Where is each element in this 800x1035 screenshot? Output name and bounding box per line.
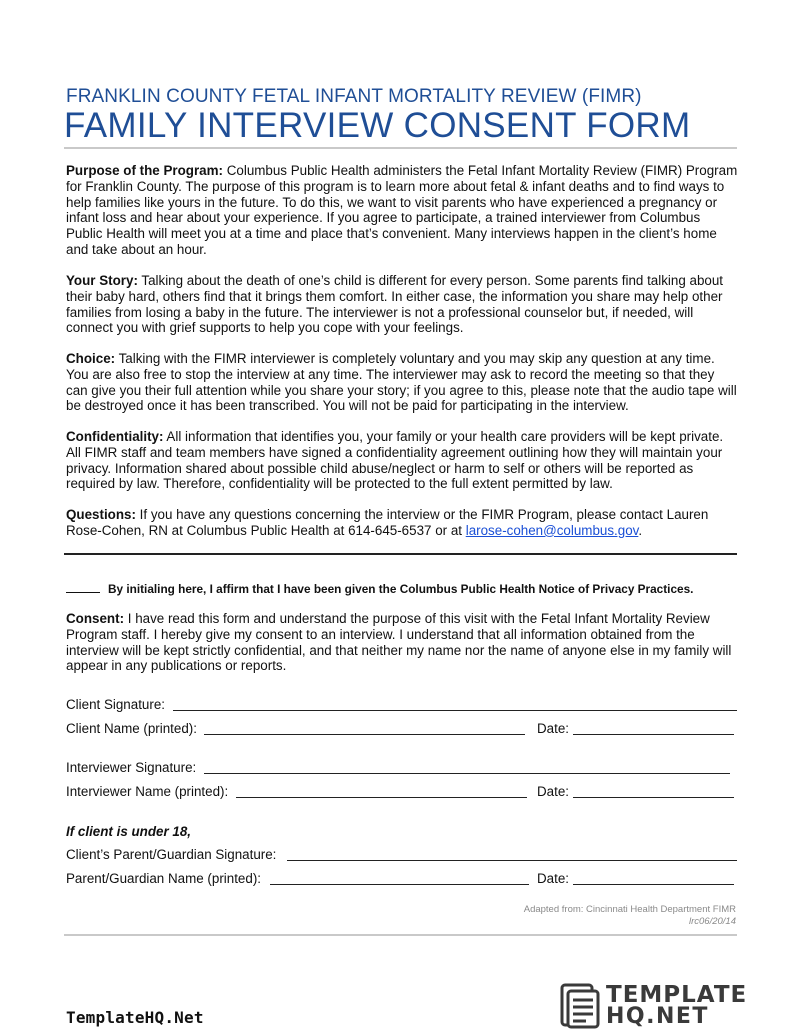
privacy-statement: By initialing here, I affirm that I have been given the Columbus Public Health Notice of Privacy Practices. <box>108 582 694 596</box>
guardian-signature-line[interactable] <box>287 860 737 861</box>
templatehq-logo <box>558 982 748 1030</box>
title-divider <box>64 147 737 149</box>
logo-text-hqnet: HQ.NET <box>606 1004 709 1029</box>
questions-label: Questions: <box>66 507 136 522</box>
choice-label: Choice: <box>66 351 116 366</box>
section-divider <box>64 553 737 555</box>
confidentiality-text: All information that identifies you, your family or your health care providers will be kept private. All FIMR staff and team members have signed a confidentiality agreement outlining how they will maintain your privacy. Information shared about possible child abuse/neglect or harm to self or others will be reported as required by law. Therefore, confidentiality will be protected to the full extent permitted by law. <box>66 429 724 492</box>
contact-email-link[interactable]: larose-cohen@columbus.gov <box>465 522 639 538</box>
adapted-note <box>524 904 736 928</box>
initial-blank[interactable] <box>66 592 100 593</box>
purpose-label: Purpose of the Program: <box>66 163 223 178</box>
guardian-name-line[interactable] <box>270 884 529 885</box>
consent-label: Consent: <box>66 611 125 626</box>
story-text: Talking about the death of one’s child is different for every person. Some parents find talking about their baby hard, others find that it brings them comfort. In either case, the information you share may help other families from losing a baby in the future. The interviewer is not a professional counselor but, if needed, will connect you with grief supports to help you cope with your feelings. <box>66 273 724 336</box>
adapted-source: Adapted from: Cincinnati Health Department FIMR <box>523 904 736 915</box>
client-signature-line[interactable] <box>173 710 737 711</box>
client-date-label: Date: <box>537 721 570 736</box>
confidentiality-paragraph <box>66 429 738 492</box>
templatehq-watermark-text: TemplateHQ.Net <box>66 1008 204 1027</box>
interviewer-signature-line[interactable] <box>204 773 730 774</box>
client-name-line[interactable] <box>204 734 525 735</box>
form-subtitle: FRANKLIN COUNTY FETAL INFANT MORTALITY REVIEW (FIMR) <box>66 86 642 107</box>
client-name-label: Client Name (printed): <box>66 721 197 736</box>
questions-end: . <box>638 522 643 538</box>
consent-paragraph <box>66 611 738 674</box>
interviewer-name-label: Interviewer Name (printed): <box>66 784 229 799</box>
document-icon <box>558 982 602 1030</box>
client-date-line[interactable] <box>573 734 734 735</box>
under-18-heading: If client is under 18, <box>66 824 192 839</box>
choice-paragraph <box>66 351 738 414</box>
guardian-signature-label: Client’s Parent/Guardian Signature: <box>66 847 277 862</box>
purpose-text: Columbus Public Health administers the Fetal Infant Mortality Review (FIMR) Program for Franklin County. The purpose of this program is to learn more about fetal & infant deaths and to find ways to help families like yours in the future. To do this, we want to visit parents who have experienced a pregnancy or infant loss and hear about your experience. If you agree to participate, a trained interviewer from Columbus Public Health will meet you at a time and place that’s convenient. Many interviews happen in the client’s home and take about an hour. <box>66 163 738 257</box>
consent-text: I have read this form and understand the purpose of this visit with the Fetal Infant Mortality Review Program staff. I hereby give my consent to an interview. I understand that all information obtained from the interview will be kept strictly confidential, and that neither my name nor the name of anyone else in my family will appear in any publications or reports. <box>66 611 732 674</box>
guardian-date-line[interactable] <box>573 884 734 885</box>
purpose-paragraph <box>66 163 738 258</box>
choice-text: Talking with the FIMR interviewer is completely voluntary and you may skip any question at any time. You are also free to stop the interview at any time. The interviewer may ask to record the meeting so that they can give you their full attention while you share your story; if you agree to this, please note that the audio tape will be destroyed once it has been transcribed. You will not be paid for participating in the interview. <box>66 351 737 414</box>
logo-text-template: TEMPLATE <box>606 982 748 1008</box>
revision-code: lrc06/20/14 <box>688 916 736 927</box>
privacy-initial-row <box>66 582 693 596</box>
questions-paragraph <box>66 507 738 539</box>
interviewer-signature-label: Interviewer Signature: <box>66 760 197 775</box>
questions-text: If you have any questions concerning the interview or the FIMR Program, please contact Lauren Rose-Cohen, RN at Columbus Public Health at 614-645-6537 or at <box>66 507 709 538</box>
story-paragraph <box>66 273 738 336</box>
interviewer-name-line[interactable] <box>236 797 527 798</box>
guardian-name-label: Parent/Guardian Name (printed): <box>66 871 262 886</box>
interviewer-date-label: Date: <box>537 784 570 799</box>
form-title: FAMILY INTERVIEW CONSENT FORM <box>64 106 691 145</box>
client-signature-label: Client Signature: <box>66 697 165 712</box>
footer-divider <box>64 934 737 936</box>
interviewer-date-line[interactable] <box>573 797 734 798</box>
confidentiality-label: Confidentiality: <box>66 429 164 444</box>
guardian-date-label: Date: <box>537 871 570 886</box>
story-label: Your Story: <box>66 273 138 288</box>
